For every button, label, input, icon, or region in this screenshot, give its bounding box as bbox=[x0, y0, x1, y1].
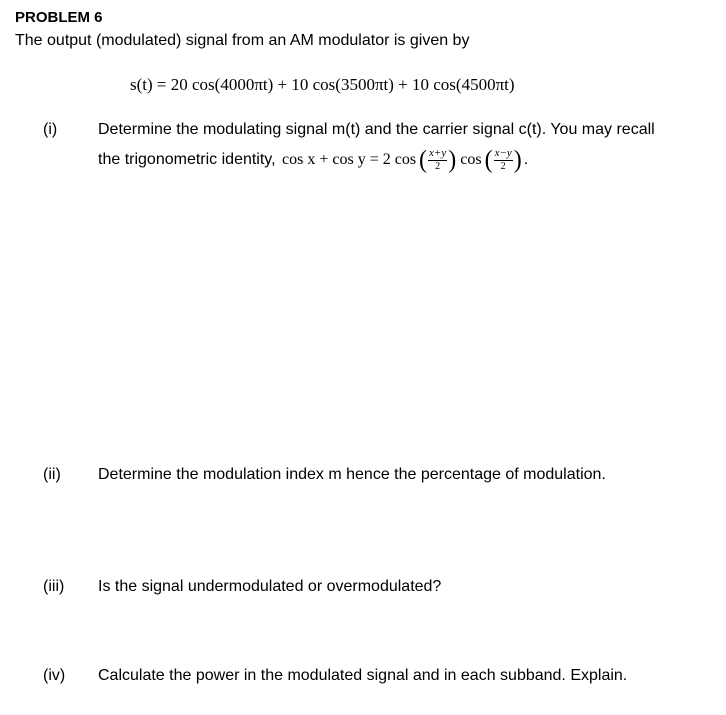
fraction-diff-denominator: 2 bbox=[500, 161, 506, 172]
part-iv-number: (iv) bbox=[43, 667, 66, 684]
right-paren: ) bbox=[448, 146, 457, 174]
identity-period: . bbox=[523, 151, 529, 168]
fraction-sum-numerator: x+y bbox=[429, 147, 447, 159]
identity-fraction-sum bbox=[419, 148, 456, 172]
part-iii-number: (iii) bbox=[43, 578, 65, 595]
identity-mid-cos: cos bbox=[460, 151, 482, 168]
right-paren: ) bbox=[513, 146, 522, 174]
left-paren: ( bbox=[484, 146, 493, 174]
part-ii-text: Determine the modulation index m hence the percentage of modulation. bbox=[98, 466, 606, 483]
identity-lhs: cos x + cos y = 2 cos bbox=[282, 151, 417, 168]
part-i-line1: Determine the modulating signal m(t) and the carrier signal c(t). You may recall bbox=[98, 121, 655, 138]
part-i-line2-prefix: the trigonometric identity, bbox=[98, 151, 281, 168]
part-i-number: (i) bbox=[43, 121, 58, 138]
fraction-sum bbox=[428, 148, 447, 172]
part-ii-number: (ii) bbox=[43, 466, 61, 483]
fraction-diff bbox=[494, 148, 513, 172]
left-paren: ( bbox=[419, 146, 428, 174]
problem-intro: The output (modulated) signal from an AM modulator is given by bbox=[15, 32, 470, 49]
fraction-sum-denominator: 2 bbox=[435, 161, 441, 172]
part-i-line2 bbox=[98, 143, 528, 177]
fraction-diff-numerator: x−y bbox=[494, 147, 512, 159]
part-iii-text: Is the signal undermodulated or overmodulated? bbox=[98, 578, 442, 595]
signal-equation: s(t) = 20 cos(4000πt) + 10 cos(3500πt) + 10 cos(4500πt) bbox=[130, 75, 515, 94]
part-iv-text: Calculate the power in the modulated signal and in each subband. Explain. bbox=[98, 667, 628, 684]
problem-title: PROBLEM 6 bbox=[15, 9, 103, 26]
identity-fraction-diff bbox=[485, 148, 522, 172]
